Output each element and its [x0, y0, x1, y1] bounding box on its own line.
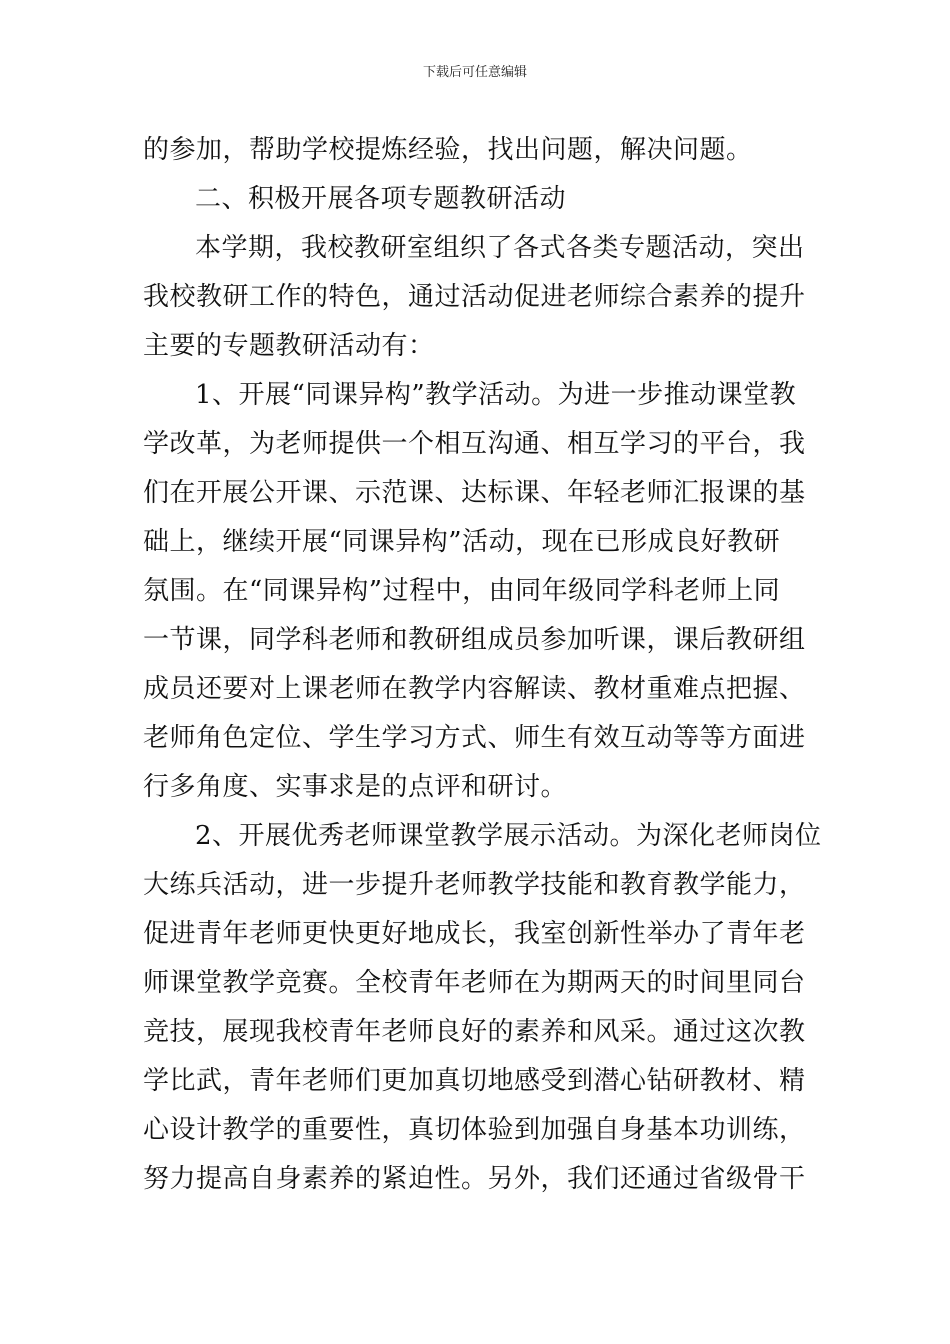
- text-line: 学比武，青年老师们更加真切地感受到潜心钻研教材、精: [143, 1066, 806, 1096]
- text-line: 老师角色定位、学生学习方式、师生有效互动等等方面进: [143, 723, 806, 753]
- text-line: 心设计教学的重要性，真切体验到加强自身基本功训练，: [143, 1115, 806, 1145]
- text-line: 竞技，展现我校青年老师良好的素养和风采。通过这次教: [143, 1017, 806, 1047]
- text-line: 努力提高自身素养的紧迫性。另外，我们还通过省级骨干: [143, 1164, 806, 1194]
- text-line: 2、开展优秀老师课堂教学展示活动。为深化老师岗位: [195, 821, 822, 851]
- text-line: 师课堂教学竞赛。全校青年老师在为期两天的时间里同台: [143, 968, 806, 998]
- text-line: 一节课，同学科老师和教研组成员参加听课，课后教研组: [143, 625, 806, 655]
- text-line: 氛围。在“同课异构”过程中，由同年级同学科老师上同: [143, 576, 781, 606]
- text-line: 我校教研工作的特色，通过活动促进老师综合素养的提升: [143, 282, 806, 312]
- text-line: 大练兵活动，进一步提升老师教学技能和教育教学能力，: [143, 870, 806, 900]
- text-line: 础上，继续开展“同课异构”活动，现在已形成良好教研: [143, 527, 781, 557]
- document-body: [143, 126, 822, 1204]
- page-header: 下载后可任意编辑: [422, 65, 527, 80]
- text-line: 的参加，帮助学校提炼经验，找出问题，解决问题。: [143, 135, 753, 165]
- text-line: 成员还要对上课老师在教学内容解读、教材重难点把握、: [143, 674, 806, 704]
- text-line: 学改革，为老师提供一个相互沟通、相互学习的平台，我: [143, 429, 806, 459]
- text-line: 本学期，我校教研室组织了各式各类专题活动，突出: [195, 233, 805, 263]
- text-line: 行多角度、实事求是的点评和研讨。: [143, 772, 568, 802]
- text-line: 主要的专题教研活动有：: [143, 331, 435, 361]
- text-line: 1、开展“同课异构”教学活动。为进一步推动课堂教: [195, 380, 797, 410]
- text-line: 们在开展公开课、示范课、达标课、年轻老师汇报课的基: [143, 478, 806, 508]
- text-line: 促进青年老师更快更好地成长，我室创新性举办了青年老: [143, 919, 806, 949]
- text-line: 二、积极开展各项专题教研活动: [195, 184, 567, 214]
